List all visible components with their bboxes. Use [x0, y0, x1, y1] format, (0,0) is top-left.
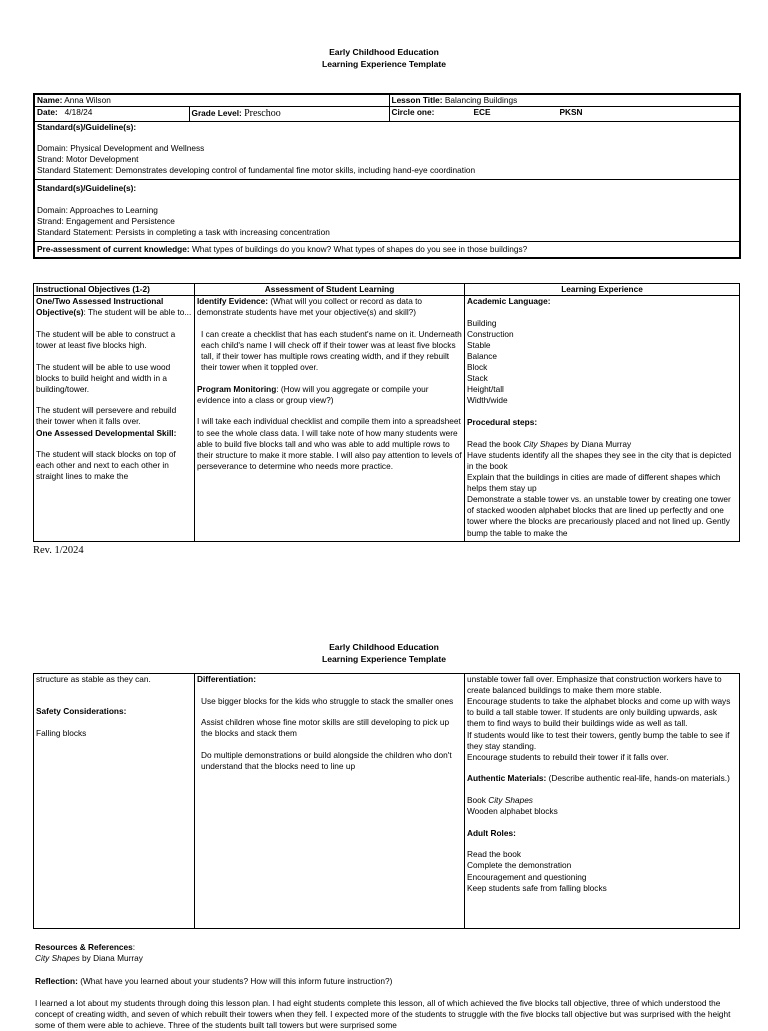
assessment-cell — [195, 296, 465, 542]
differentiation-3: Do multiple demonstrations or build alongside the children who don't understand that the blocks need to line up — [201, 749, 452, 772]
monitoring-question: : (How will you aggregate or compile your evidence into a class or group view?) — [197, 383, 429, 405]
step-1-text-a: Read the book — [467, 438, 524, 449]
info-table — [33, 93, 741, 259]
vocab-item: Construction — [467, 328, 514, 339]
differentiation-label: Differentiation: — [197, 674, 256, 684]
standard-1-label: Standard(s)/Guideline(s): — [37, 121, 137, 132]
lesson-value: Balancing Buildings — [444, 95, 518, 105]
step-6: If students would like to test their towers, gently bump the table to see if they stay standing. — [467, 729, 730, 751]
lesson-label: Lesson Title: — [391, 95, 443, 105]
standard-1-domain: Domain: Physical Development and Wellness — [37, 143, 205, 154]
evidence-text: I can create a checklist that has each student's name on it. Underneath each child's name I will check off if their tower was at least five blocks tall, if their tower has multiple rows creating width, and if they rebuilt their tower when it toppled over. — [201, 328, 462, 373]
vocab-item: Stable — [467, 339, 491, 350]
adult-roles-label: Adult Roles: — [467, 827, 516, 838]
col2-header: Assessment of Student Learning — [195, 284, 465, 296]
standard-1-strand: Strand: Motor Development — [37, 154, 139, 165]
step-5: Encourage students to take the alphabet blocks and come up with ways to build a tall stable tower. If students are only building upwards, ask them to find ways to build their buildings wide as well as tall. — [467, 696, 731, 729]
grade-label: Grade Level: — [191, 108, 242, 119]
learning-experience-cont-cell — [465, 674, 740, 929]
vocab-item: Stack — [467, 373, 488, 384]
dev-skill-label: One Assessed Developmental Skill: — [36, 427, 177, 438]
standard-2 — [34, 180, 740, 242]
role-item: Encouragement and questioning — [467, 871, 587, 882]
resource-item — [35, 953, 735, 964]
circle-cell — [389, 107, 740, 121]
col3-header: Learning Experience — [465, 284, 740, 296]
header-line1: Early Childhood Education — [329, 642, 439, 652]
procedural-label: Procedural steps: — [467, 417, 538, 428]
learning-experience-cell — [465, 296, 740, 542]
date-label: Date: — [37, 107, 58, 118]
material-1-title: City Shapes — [488, 794, 533, 805]
preassess-label: Pre-assessment of current knowledge: — [37, 244, 190, 255]
header-line2: Learning Experience Template — [321, 653, 446, 664]
step-1-book: City Shapes — [523, 438, 569, 449]
vocab-item: Building — [467, 317, 497, 328]
safety-text: Falling blocks — [36, 727, 87, 738]
vocab-item: Block — [467, 362, 488, 373]
role-item: Read the book — [467, 849, 521, 860]
dev-skill-text-cont: structure as stable as they can. — [36, 674, 151, 684]
standard-2-domain: Domain: Approaches to Learning — [37, 205, 158, 216]
resource-book: City Shapes — [35, 953, 80, 964]
objectives-cont-cell — [34, 674, 195, 929]
material-2: Wooden alphabet blocks — [467, 806, 558, 817]
preassess-text: What types of buildings do you know? What types of shapes do you see in those buildings? — [191, 244, 528, 255]
monitoring-label: Program Monitoring — [197, 383, 277, 394]
material-1-prefix: Book — [467, 794, 489, 805]
name-value: Anna Wilson — [64, 95, 111, 105]
step-7: Encourage students to rebuild their tower if it falls over. — [467, 751, 669, 762]
page2-header — [0, 642, 768, 665]
date-value: 4/18/24 — [64, 107, 93, 118]
name-label: Name: — [37, 95, 63, 105]
vocab-item: Height/tall — [467, 384, 504, 395]
academic-language-label: Academic Language: — [467, 296, 551, 307]
objectives-intro: : The student will be able to... — [83, 307, 192, 318]
date-cell — [34, 107, 189, 121]
standard-2-label: Standard(s)/Guideline(s): — [37, 183, 137, 194]
plan-table-page2 — [33, 673, 740, 929]
col1-header: Instructional Objectives (1-2) — [34, 284, 195, 296]
grade-value: Preschoo — [244, 108, 281, 120]
step-1 — [467, 439, 737, 450]
role-item: Complete the demonstration — [467, 860, 572, 871]
reflection-question: (What have you learned about your students? How will this inform future instruction?) — [80, 976, 393, 986]
step-3: Explain that the buildings in cities are made of different shapes which helps them stay up — [467, 472, 721, 494]
revision-note: Rev. 1/2024 — [33, 545, 84, 556]
vocab-item: Balance — [467, 351, 497, 362]
authentic-materials-question: (Describe authentic real-life, hands-on materials.) — [548, 773, 730, 784]
evidence-question: (What will you collect or record as data to demonstrate students have met your objective(s) and skill?) — [197, 296, 423, 318]
step-1-text-c: by Diana Murray — [568, 438, 632, 449]
standard-1 — [34, 121, 740, 180]
reflection-section — [35, 976, 735, 1030]
objective-1: The student will be able to construct a tower at least five blocks high. — [36, 328, 176, 350]
header-line1: Early Childhood Education — [329, 47, 439, 57]
evidence-label: Identify Evidence: — [197, 296, 269, 307]
option-ece[interactable]: ECE — [473, 107, 491, 118]
objectives-cell — [34, 296, 195, 542]
plan-table-page1 — [33, 283, 740, 542]
step-4: Demonstrate a stable tower vs. an unstable tower by creating one tower of stacked wooden alphabet blocks that are lined up perfectly and one tower where the blocks are precariously placed and not lined up. Gently bump the table to make the — [467, 494, 731, 538]
circle-label: Circle one: — [391, 107, 435, 118]
preassessment — [34, 242, 740, 258]
standard-1-statement: Standard Statement: Demonstrates developing control of fundamental fine motor skills, including hand-eye coordination — [37, 165, 476, 176]
safety-label: Safety Considerations: — [36, 706, 127, 717]
page1-header — [0, 47, 768, 70]
vocab-list — [467, 318, 737, 407]
option-pksn[interactable]: PKSN — [559, 107, 583, 118]
resources-colon: : — [132, 942, 136, 952]
resource-author: by Diana Murray — [79, 953, 143, 964]
material-1 — [467, 795, 737, 806]
vocab-item: Width/wide — [467, 395, 508, 406]
authentic-materials-label: Authentic Materials: — [467, 773, 547, 784]
role-item: Keep students safe from falling blocks — [467, 882, 607, 893]
step-2: Have students identify all the shapes they see in the city that is depicted in the book — [467, 449, 732, 471]
differentiation-cell — [195, 674, 465, 929]
standard-2-statement: Standard Statement: Persists in completing a task with increasing concentration — [37, 227, 330, 238]
lesson-title-cell — [389, 94, 740, 107]
resources-label: Resources & References — [35, 942, 133, 952]
monitoring-text: I will take each individual checklist and compile them into a spreadsheet to see the whole class data. I will take note of how many students were able to build five blocks tall and who was able to add multiple rows to their structure to make it more stable. I will also pay attention to levels of perseverance to determine who needs more practice. — [197, 416, 462, 471]
name-cell — [34, 94, 389, 107]
differentiation-1: Use bigger blocks for the kids who struggle to stack the smaller ones — [201, 695, 454, 706]
reflection-label: Reflection: — [35, 976, 78, 986]
standard-2-strand: Strand: Engagement and Persistence — [37, 216, 175, 227]
reflection-text: I learned a lot about my students through doing this lesson plan. I had eight students complete this lesson, all of which achieved the five blocks tall objective, three of which understood the concept of creating width, and seven of which rebuilt their towers when they fell. I expected more of the students to struggle with the five blocks tall objective but was surprised with the height some of them were able to achieve. Three of the students built tall towers but were surprised some — [35, 997, 731, 1030]
grade-cell — [189, 107, 389, 121]
objectives-label: One/Two Assessed Instructional Objective(s) — [36, 296, 164, 318]
objective-3: The student will persevere and rebuild their tower when it falls over. — [36, 405, 177, 427]
resources-section — [35, 942, 735, 964]
step-4-cont: unstable tower fall over. Emphasize that construction workers have to create balanced buildings to make them more stable. — [467, 674, 722, 696]
differentiation-2: Assist children whose fine motor skills are still developing to pick up the blocks and stack them — [201, 717, 450, 739]
objective-2: The student will be able to use wood blocks to build height and width in a building/tower. — [36, 361, 171, 394]
dev-skill-text: The student will stack blocks on top of each other and next to each other in straight lines to make the — [36, 449, 176, 482]
header-line2: Learning Experience Template — [321, 58, 446, 69]
